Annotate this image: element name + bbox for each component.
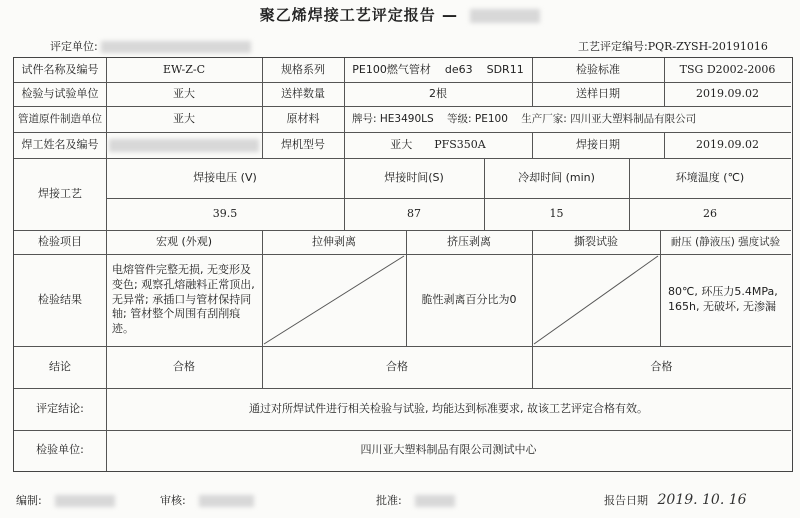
conclusion-macro: 合格: [173, 359, 195, 373]
redacted-compiler: [55, 495, 115, 507]
value-raw-material: 牌号: HE3490LS 等级: PE100 生产厂家: 四川亚大塑料制品有限公司: [352, 112, 697, 125]
label-weld-date: 焊接日期: [576, 137, 620, 151]
label-assessment: 评定结论:: [36, 401, 84, 415]
label-test-unit: 检验与试验单位: [21, 86, 99, 100]
label-test-results: 检验结果: [38, 292, 82, 306]
result-tensile-na-slash: [262, 254, 406, 346]
redacted-eval-unit: [101, 41, 251, 53]
value-cool-time: 15: [549, 206, 564, 220]
report-title: [0, 4, 800, 25]
handwritten-date: 2019. 10. 16: [657, 492, 747, 508]
label-spec-series: 规格系列: [281, 62, 325, 76]
footer-date: [604, 492, 747, 508]
header-cool-time: 冷却时间 (min): [518, 170, 595, 184]
eval-unit-label: 评定单位:: [50, 40, 98, 53]
review-label: 审核:: [160, 494, 186, 507]
footer-compile: [16, 492, 115, 508]
result-hydrostatic: 80℃, 环压力5.4MPa, 165h, 无破坏, 无渗漏: [668, 285, 778, 313]
assessment-text: 通过对所焊试件进行相关检验与试验, 均能达到标准要求, 故该工艺评定合格有效。: [249, 401, 648, 415]
label-welder-model: 焊机型号: [281, 137, 325, 151]
value-weld-date: 2019.09.02: [696, 137, 759, 151]
label-sample-date: 送样日期: [576, 86, 620, 100]
label-specimen: 试件名称及编号: [21, 62, 99, 76]
conclusion-pressure: 合格: [650, 359, 673, 373]
report-no-value: PQR-ZYSH-20191016: [647, 40, 768, 53]
footer-approve: [376, 492, 455, 508]
label-welder: 焊工姓名及编号: [21, 137, 99, 151]
label-weld-process: 焊接工艺: [38, 186, 82, 200]
test-hydrostatic: 耐压 (静液压) 强度试验: [670, 235, 781, 248]
title-text: 聚乙烯焊接工艺评定报告 —: [259, 6, 458, 24]
value-test-unit: 亚大: [173, 86, 195, 100]
value-specimen: EW-Z-C: [162, 62, 206, 76]
label-standard: 检验标准: [576, 62, 620, 76]
test-tensile-peel: 拉伸剥离: [312, 234, 356, 248]
value-weld-time: 87: [407, 206, 421, 220]
label-conclusion: 结论: [49, 359, 71, 373]
redacted-title-suffix: [470, 9, 540, 23]
value-voltage: 39.5: [212, 206, 238, 220]
conclusion-peel: 合格: [386, 359, 408, 373]
value-spec-series: PE100燃气管材 de63 SDR11: [352, 62, 524, 76]
welder-brand: 亚大: [390, 137, 413, 151]
label-inspector: 检验单位:: [36, 443, 84, 457]
value-sample-date: 2019.09.02: [696, 86, 759, 100]
report-table: [13, 57, 793, 472]
header-ambient-temp: 环境温度 (℃): [675, 170, 745, 184]
test-crush-peel: 挤压剥离: [447, 234, 491, 248]
label-sample-qty: 送样数量: [281, 86, 325, 100]
redacted-welder: [109, 139, 259, 152]
value-manufacturer: 亚大: [173, 111, 195, 125]
test-tear: 撕裂试验: [574, 234, 618, 248]
redacted-approver: [415, 495, 455, 507]
label-raw-material: 原材料: [286, 111, 320, 125]
footer-review: [160, 492, 254, 508]
value-ambient-temp: 26: [703, 206, 717, 220]
result-crush-peel: 脆性剥离百分比为0: [421, 292, 517, 306]
label-manufacturer: 管道原件制造单位: [18, 112, 102, 125]
header-weld-time: 焊接时间(S): [384, 170, 444, 184]
date-label: 报告日期: [604, 494, 648, 507]
welder-model: PFS350A: [434, 137, 486, 151]
label-test-items: 检验项目: [38, 234, 82, 248]
value-welder-model: [344, 132, 532, 158]
value-standard: TSG D2002-2006: [679, 62, 776, 76]
header-voltage: 焊接电压 (V): [193, 170, 257, 184]
report-number: [578, 38, 768, 54]
redacted-reviewer: [199, 495, 254, 507]
result-tear-na-slash: [532, 254, 660, 346]
value-sample-qty: 2根: [429, 86, 447, 100]
approve-label: 批准:: [376, 494, 402, 507]
report-no-label: 工艺评定编号:: [578, 40, 648, 53]
test-macro: 宏观 (外观): [155, 234, 213, 248]
compile-label: 编制:: [16, 494, 42, 507]
value-welder: [106, 132, 262, 158]
inspector-text: 四川亚大塑料制品有限公司测试中心: [360, 443, 537, 457]
result-macro: 电熔管件完整无损, 无变形及变色; 观察孔熔融料正常顶出, 无异常; 承插口与管材保持同轴; 管材整个周围有刮削痕迹。: [112, 262, 255, 336]
eval-unit: [50, 38, 251, 54]
